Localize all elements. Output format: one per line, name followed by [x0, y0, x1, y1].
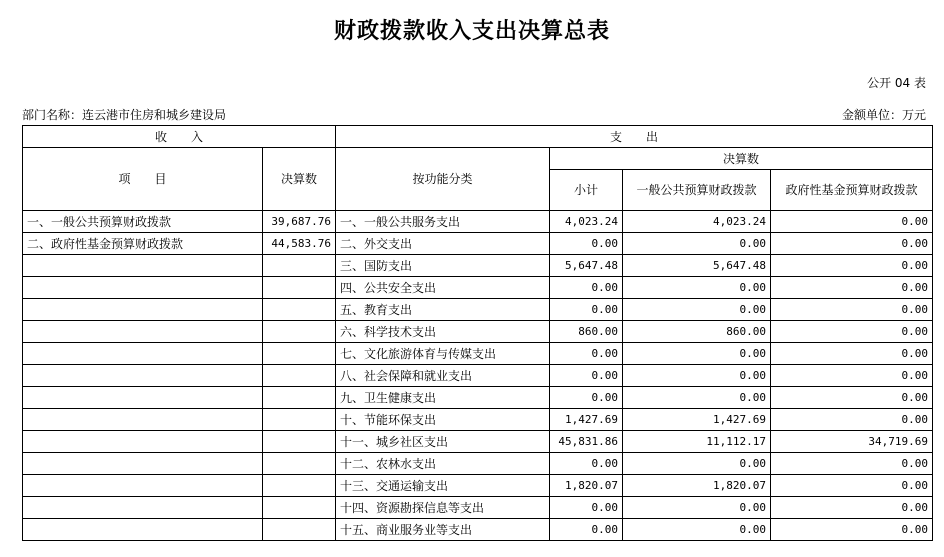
subtotal-cell: 4,023.24 [550, 211, 623, 233]
table-number: 公开 04 表 [867, 76, 926, 90]
expense-item-cell: 六、科学技术支出 [336, 321, 550, 343]
table-row [23, 519, 933, 541]
gov-fund-cell: 0.00 [771, 365, 933, 387]
general-budget-cell: 0.00 [623, 497, 771, 519]
income-amount-cell [263, 365, 336, 387]
income-item-cell [23, 475, 263, 497]
income-amount-cell [263, 431, 336, 453]
subtotal-cell: 0.00 [550, 365, 623, 387]
income-amount-cell [263, 321, 336, 343]
income-amount-cell [263, 453, 336, 475]
header-subtotal: 小计 [550, 170, 623, 211]
subtotal-cell: 1,427.69 [550, 409, 623, 431]
table-row [23, 321, 933, 343]
subtotal-cell: 860.00 [550, 321, 623, 343]
income-amount-cell [263, 475, 336, 497]
table-row [23, 365, 933, 387]
income-amount-cell [263, 277, 336, 299]
income-item-cell [23, 387, 263, 409]
income-item-cell: 二、政府性基金预算财政拨款 [23, 233, 263, 255]
table-row [23, 497, 933, 519]
table-row [23, 453, 933, 475]
income-item-cell [23, 497, 263, 519]
header-final-amount-group: 决算数 [550, 148, 933, 170]
income-item-cell [23, 431, 263, 453]
table-row [23, 431, 933, 453]
table-header [23, 126, 933, 211]
table-row [23, 409, 933, 431]
gov-fund-cell: 0.00 [771, 321, 933, 343]
gov-fund-cell: 0.00 [771, 497, 933, 519]
income-item-cell [23, 255, 263, 277]
subtotal-cell: 0.00 [550, 299, 623, 321]
income-item-cell [23, 409, 263, 431]
income-amount-cell [263, 497, 336, 519]
gov-fund-cell: 0.00 [771, 233, 933, 255]
income-amount-cell [263, 255, 336, 277]
subtotal-cell: 0.00 [550, 233, 623, 255]
income-item-cell [23, 277, 263, 299]
header-income: 收 入 [23, 126, 336, 148]
table-row [23, 343, 933, 365]
general-budget-cell: 5,647.48 [623, 255, 771, 277]
general-budget-cell: 0.00 [623, 453, 771, 475]
subtotal-cell: 45,831.86 [550, 431, 623, 453]
gov-fund-cell: 0.00 [771, 475, 933, 497]
general-budget-cell: 0.00 [623, 365, 771, 387]
expense-item-cell: 三、国防支出 [336, 255, 550, 277]
gov-fund-cell: 0.00 [771, 343, 933, 365]
general-budget-cell: 4,023.24 [623, 211, 771, 233]
income-item-cell: 一、一般公共预算财政拨款 [23, 211, 263, 233]
header-item: 项 目 [23, 148, 263, 211]
gov-fund-cell: 0.00 [771, 255, 933, 277]
income-item-cell [23, 321, 263, 343]
income-item-cell [23, 299, 263, 321]
general-budget-cell: 0.00 [623, 387, 771, 409]
income-item-cell [23, 519, 263, 541]
general-budget-cell: 0.00 [623, 233, 771, 255]
income-amount-cell [263, 519, 336, 541]
budget-table [22, 125, 933, 541]
expense-item-cell: 五、教育支出 [336, 299, 550, 321]
header-by-function: 按功能分类 [336, 148, 550, 211]
general-budget-cell: 0.00 [623, 277, 771, 299]
table-row [23, 255, 933, 277]
income-amount-cell [263, 343, 336, 365]
table-row [23, 299, 933, 321]
expense-item-cell: 十一、城乡社区支出 [336, 431, 550, 453]
expense-item-cell: 十三、交通运输支出 [336, 475, 550, 497]
expense-item-cell: 四、公共安全支出 [336, 277, 550, 299]
table-row [23, 475, 933, 497]
table-body [23, 211, 933, 541]
gov-fund-cell: 0.00 [771, 387, 933, 409]
expense-item-cell: 二、外交支出 [336, 233, 550, 255]
general-budget-cell: 0.00 [623, 519, 771, 541]
general-budget-cell: 0.00 [623, 299, 771, 321]
header-gov-fund: 政府性基金预算财政拨款 [771, 170, 933, 211]
general-budget-cell: 1,427.69 [623, 409, 771, 431]
subtotal-cell: 0.00 [550, 453, 623, 475]
table-row [23, 277, 933, 299]
table-row [23, 211, 933, 233]
income-amount-cell [263, 409, 336, 431]
general-budget-cell: 0.00 [623, 343, 771, 365]
subtotal-cell: 1,820.07 [550, 475, 623, 497]
expense-item-cell: 十二、农林水支出 [336, 453, 550, 475]
subtotal-cell: 0.00 [550, 277, 623, 299]
general-budget-cell: 860.00 [623, 321, 771, 343]
subtotal-cell: 0.00 [550, 387, 623, 409]
header-general-budget: 一般公共预算财政拨款 [623, 170, 771, 211]
header-final-amount: 决算数 [263, 148, 336, 211]
gov-fund-cell: 0.00 [771, 299, 933, 321]
gov-fund-cell: 0.00 [771, 453, 933, 475]
table-row [23, 387, 933, 409]
gov-fund-cell: 0.00 [771, 409, 933, 431]
gov-fund-cell: 0.00 [771, 211, 933, 233]
income-amount-cell: 44,583.76 [263, 233, 336, 255]
subtotal-cell: 0.00 [550, 497, 623, 519]
page-title: 财政拨款收入支出决算总表 [333, 18, 610, 44]
expense-item-cell: 十四、资源勘探信息等支出 [336, 497, 550, 519]
expense-item-cell: 九、卫生健康支出 [336, 387, 550, 409]
income-item-cell [23, 453, 263, 475]
expense-item-cell: 七、文化旅游体育与传媒支出 [336, 343, 550, 365]
income-amount-cell [263, 387, 336, 409]
subtotal-cell: 0.00 [550, 519, 623, 541]
amount-unit-label: 金额单位：万元 [841, 108, 926, 122]
department-label: 部门名称：连云港市住房和城乡建设局 [22, 108, 227, 122]
income-item-cell [23, 365, 263, 387]
expense-item-cell: 八、社会保障和就业支出 [336, 365, 550, 387]
general-budget-cell: 11,112.17 [623, 431, 771, 453]
table-row [23, 233, 933, 255]
income-amount-cell [263, 299, 336, 321]
expense-item-cell: 十、节能环保支出 [336, 409, 550, 431]
gov-fund-cell: 0.00 [771, 519, 933, 541]
gov-fund-cell: 0.00 [771, 277, 933, 299]
income-item-cell [23, 343, 263, 365]
general-budget-cell: 1,820.07 [623, 475, 771, 497]
expense-item-cell: 一、一般公共服务支出 [336, 211, 550, 233]
expense-item-cell: 十五、商业服务业等支出 [336, 519, 550, 541]
subtotal-cell: 0.00 [550, 343, 623, 365]
header-expense: 支 出 [336, 126, 933, 148]
gov-fund-cell: 34,719.69 [771, 431, 933, 453]
subtotal-cell: 5,647.48 [550, 255, 623, 277]
income-amount-cell: 39,687.76 [263, 211, 336, 233]
